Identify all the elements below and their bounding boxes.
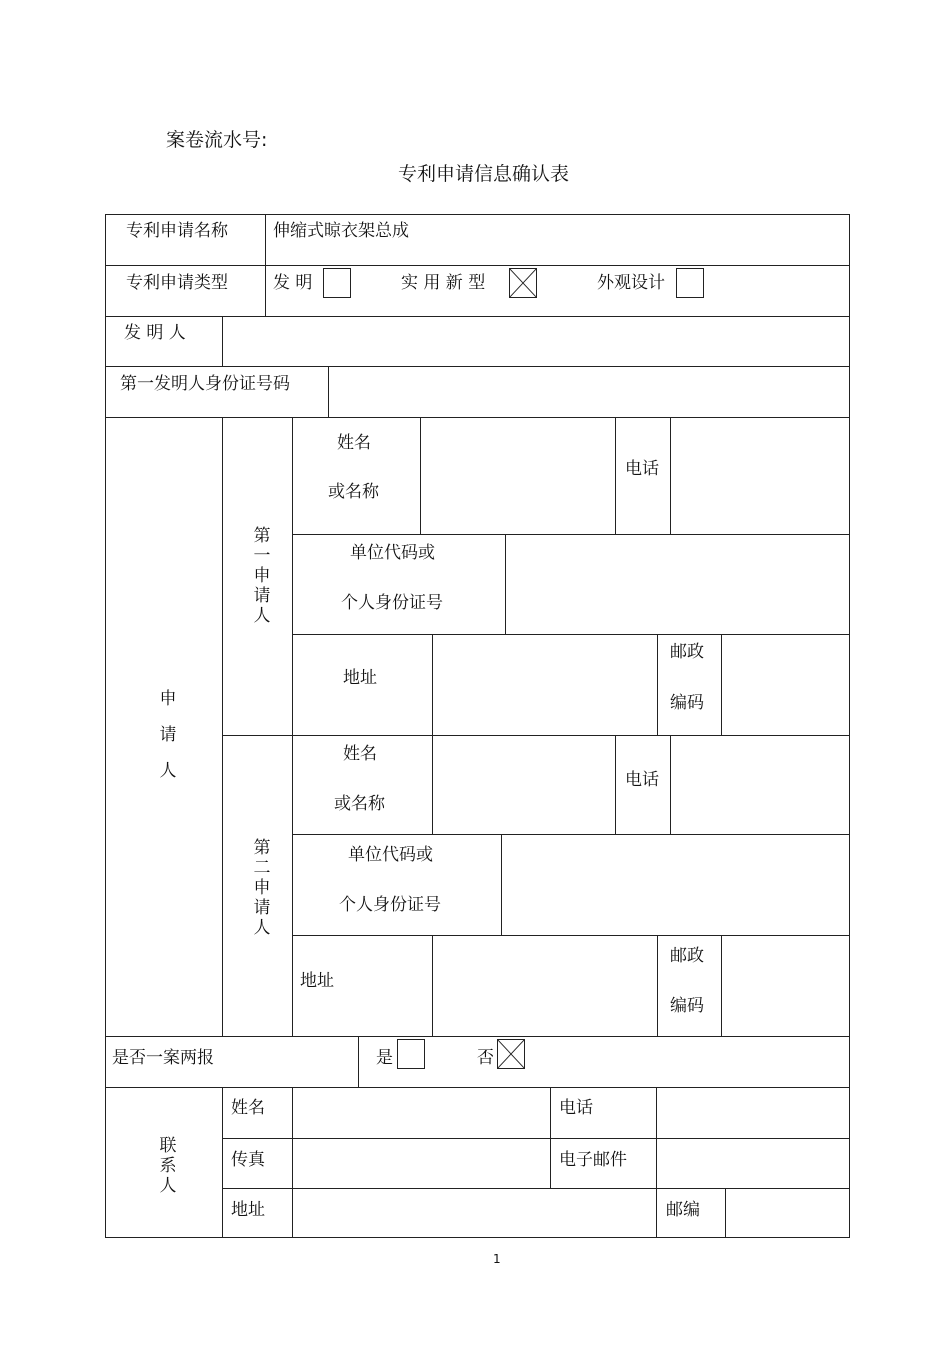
first-applicant-name-label-1: 姓名: [337, 433, 371, 453]
patent-name-label: 专利申请名称: [126, 221, 228, 241]
first-applicant-name-label-2: 或名称: [328, 482, 379, 502]
col-divider: [328, 366, 329, 417]
info-table: [105, 214, 850, 1238]
second-applicant-code-label-2: 个人身份证号: [339, 895, 441, 915]
col-divider: [725, 1188, 726, 1238]
checked-x-icon: [510, 269, 536, 297]
row-divider: [222, 1188, 850, 1189]
row-divider: [222, 1138, 850, 1139]
col-divider: [670, 735, 671, 834]
first-inventor-id-label: 第一发明人身份证号码: [120, 374, 290, 394]
col-divider: [222, 417, 223, 1036]
applicant-divider: [222, 735, 850, 736]
serial-number-label: 案卷流水号:: [166, 129, 268, 151]
first-applicant-code-label-2: 个人身份证号: [341, 593, 443, 613]
contact-address-label: 地址: [231, 1200, 265, 1220]
first-applicant-label: 第一申请人: [253, 526, 271, 626]
row-divider: [292, 935, 850, 936]
contact-section-label: 联系人: [159, 1136, 177, 1196]
type-design-checkbox[interactable]: [676, 268, 704, 298]
checked-x-icon: [498, 1040, 524, 1068]
second-applicant-label: 第二申请人: [253, 838, 271, 938]
first-applicant-postal-label-2: 编码: [670, 693, 704, 713]
col-divider: [432, 634, 433, 735]
col-divider: [657, 634, 658, 735]
contact-phone-label: 电话: [559, 1098, 593, 1118]
second-applicant-name-label-2: 或名称: [334, 794, 385, 814]
col-divider: [656, 1087, 657, 1238]
contact-email-label: 电子邮件: [559, 1150, 627, 1170]
row-divider: [105, 366, 850, 367]
col-divider: [420, 417, 421, 534]
second-applicant-postal-label-2: 编码: [670, 996, 704, 1016]
patent-type-label: 专利申请类型: [126, 273, 228, 293]
second-applicant-address-label: 地址: [300, 971, 334, 991]
col-divider: [432, 935, 433, 1036]
first-applicant-phone-label: 电话: [625, 459, 659, 479]
col-divider: [721, 935, 722, 1036]
row-divider: [105, 265, 850, 266]
row-divider: [105, 316, 850, 317]
col-divider: [292, 417, 293, 1036]
col-divider: [432, 735, 433, 834]
inventor-label: 发 明 人: [124, 323, 186, 343]
dual-filing-no-label: 否: [477, 1048, 494, 1068]
form-title: 专利申请信息确认表: [398, 163, 570, 185]
second-applicant-code-label-1: 单位代码或: [348, 845, 433, 865]
patent-name-value[interactable]: 伸缩式晾衣架总成: [273, 221, 409, 241]
applicant-section-label: 申请人: [159, 689, 177, 781]
col-divider: [292, 1087, 293, 1238]
col-divider: [222, 316, 223, 366]
contact-postcode-label: 邮编: [666, 1200, 700, 1220]
second-applicant-postal-label-1: 邮政: [670, 946, 704, 966]
col-divider: [615, 417, 616, 534]
col-divider: [501, 834, 502, 935]
contact-fax-label: 传真: [231, 1150, 265, 1170]
row-divider: [292, 834, 850, 835]
row-divider: [292, 534, 850, 535]
row-divider: [292, 634, 850, 635]
dual-filing-no-checkbox[interactable]: [497, 1039, 525, 1069]
first-applicant-code-label-1: 单位代码或: [350, 543, 435, 563]
col-divider: [222, 1087, 223, 1238]
type-invention-checkbox[interactable]: [323, 268, 351, 298]
row-divider: [105, 1087, 850, 1088]
type-invention-label: 发 明: [273, 273, 313, 293]
type-utility-model-checkbox[interactable]: [509, 268, 537, 298]
col-divider: [670, 417, 671, 534]
type-utility-model-label: 实 用 新 型: [401, 273, 486, 293]
dual-filing-yes-checkbox[interactable]: [397, 1039, 425, 1069]
col-divider: [505, 534, 506, 634]
row-divider: [105, 417, 850, 418]
col-divider: [657, 935, 658, 1036]
first-applicant-address-label: 地址: [343, 668, 377, 688]
col-divider: [265, 214, 266, 316]
dual-filing-yes-label: 是: [376, 1048, 393, 1068]
first-applicant-postal-label-1: 邮政: [670, 642, 704, 662]
col-divider: [615, 735, 616, 834]
type-design-label: 外观设计: [597, 273, 665, 293]
col-divider: [550, 1087, 551, 1188]
dual-filing-label: 是否一案两报: [112, 1048, 214, 1068]
second-applicant-name-label-1: 姓名: [343, 744, 377, 764]
row-divider: [105, 1036, 850, 1037]
second-applicant-phone-label: 电话: [625, 770, 659, 790]
col-divider: [721, 634, 722, 735]
contact-name-label: 姓名: [231, 1098, 265, 1118]
page-number: 1: [493, 1252, 501, 1266]
col-divider: [358, 1036, 359, 1087]
